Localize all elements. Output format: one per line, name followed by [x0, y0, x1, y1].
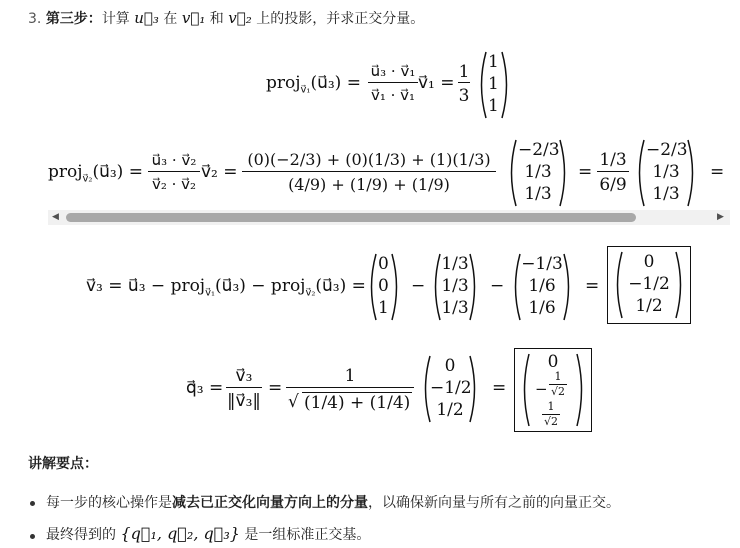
bullet-text: 最终得到的: [46, 527, 121, 543]
u3-symbol: u⃗₃: [134, 9, 159, 27]
step-text-in: 在: [158, 11, 182, 27]
result-entry: 0: [547, 352, 559, 372]
bullet-item-2: [46, 524, 370, 545]
equation-proj-v2: [46, 138, 740, 208]
v2-equals: v⃗₂ =: [201, 162, 238, 182]
equation-v3: [86, 250, 696, 324]
bullet-text: 每一步的核心操作是: [46, 495, 172, 511]
vector-entry: 1/3: [524, 162, 552, 182]
vector-entry: 0: [378, 276, 389, 296]
small-fraction-numerator: 1: [547, 400, 555, 413]
small-fraction-denominator: √2: [550, 385, 565, 398]
fraction-bar: [226, 387, 262, 388]
vector-entry: 1/6: [528, 276, 556, 296]
proj-arg: (u⃗₃) =: [92, 162, 143, 182]
step-title: 第三步：: [45, 11, 102, 27]
vector-entry: 1/3: [524, 184, 552, 204]
coef-bar: [597, 171, 629, 172]
coef-denominator: 3: [458, 86, 470, 106]
q3-lhs: q⃗₃ =: [186, 378, 224, 398]
coef-denominator: 6/9: [599, 175, 627, 195]
v1-equals: v⃗₁ =: [418, 73, 455, 93]
fraction-numerator: v⃗₃: [235, 366, 253, 386]
bullet-bold-text: 减去已正交化向量方向上的分量: [172, 495, 368, 511]
big-fraction-bar: [242, 171, 496, 172]
big-fraction-denominator: (4/9) + (1/9) + (1/9): [288, 175, 450, 194]
equation-proj-v1: [266, 50, 516, 120]
result-entry: 0: [643, 252, 655, 272]
scroll-left-arrow-icon[interactable]: ◀: [52, 212, 59, 222]
coef-numerator: 1: [458, 62, 470, 82]
minus-sign: −: [490, 276, 505, 296]
bullet-dot-icon: [30, 501, 35, 506]
sqrt-content: (1/4) + (1/4): [304, 393, 411, 413]
bullet-text: ，以确保新向量与所有之前的向量正交。: [368, 495, 620, 511]
vector-entry: 1: [378, 298, 389, 318]
vector-entry: 1/3: [652, 162, 680, 182]
result-entry: −1/2: [628, 274, 670, 294]
sqrt-sign-icon: √: [288, 392, 299, 412]
bullet-dot-icon: [30, 534, 35, 539]
vector-entry: 1/3: [441, 276, 469, 296]
result-box-q3: [514, 348, 592, 432]
coef-bar: [286, 387, 414, 388]
v1-symbol: v⃗₁: [181, 9, 206, 27]
bullet-text: 是一组标准正交基。: [239, 527, 371, 543]
v2-symbol: v⃗₂: [228, 9, 252, 27]
coef-numerator: 1: [344, 366, 356, 386]
proj-arg: (u⃗₃) =: [310, 73, 361, 93]
minus-sign: −: [411, 276, 426, 296]
section-heading-text: 讲解要点：: [28, 456, 98, 472]
step-text-and: 和: [205, 11, 229, 27]
proj-label: proj: [266, 73, 301, 93]
step-number: 3.: [28, 11, 42, 27]
coef-numerator: 1/3: [599, 150, 627, 170]
v3-lhs: v⃗₃ = u⃗₃ − proj: [86, 276, 206, 296]
fraction-numerator: u⃗₃ · v⃗₁: [370, 62, 416, 80]
proj-subscript: v⃗₂: [305, 287, 316, 299]
vector-entry: 1: [488, 52, 499, 72]
vector-entry: 0: [444, 356, 456, 376]
proj-subscript: v⃗₂: [82, 173, 93, 185]
big-fraction-numerator: (0)(−2/3) + (0)(1/3) + (1)(1/3): [247, 150, 491, 169]
fraction-bar: [368, 82, 418, 83]
vector-entry: −1/2: [430, 378, 472, 398]
small-fraction-numerator: 1: [554, 370, 562, 383]
coef-bar: [458, 82, 470, 83]
vector-entry: 0: [378, 254, 389, 274]
vector-entry: 1/6: [528, 298, 556, 318]
vector-entry: 1: [488, 96, 499, 116]
equals-sign: =: [492, 378, 507, 398]
section-heading: [28, 454, 98, 474]
vector-entry: −2/3: [646, 140, 688, 160]
fraction-bar: [148, 171, 200, 172]
vector-entry: 1/3: [652, 184, 680, 204]
proj-subscript: v⃗₁: [205, 287, 216, 299]
scroll-right-arrow-icon[interactable]: ▶: [717, 212, 724, 222]
equals-sign: =: [578, 162, 593, 182]
v3-arg: (u⃗₃) =: [315, 276, 366, 296]
vector-entry: 1: [488, 74, 499, 94]
step-heading: [28, 8, 424, 29]
vector-entry: 1/2: [436, 400, 464, 420]
result-box-v3: [607, 246, 691, 324]
vector-entry: −2/3: [518, 140, 560, 160]
horizontal-scrollbar[interactable]: [48, 210, 730, 225]
step-text: 计算: [101, 11, 135, 27]
vector-entry: 1/3: [441, 254, 469, 274]
fraction-denominator: v⃗₂ · v⃗₂: [151, 175, 197, 193]
vector-entry: 1/3: [441, 298, 469, 318]
orthonormal-set: {q⃗₁, q⃗₂, q⃗₃}: [120, 524, 240, 543]
proj-label: proj: [48, 162, 83, 182]
small-fraction-denominator: √2: [543, 415, 558, 428]
minus-sign: −: [535, 380, 548, 398]
equation-q3: [186, 346, 596, 432]
equals-sign-trailing: =: [710, 162, 725, 182]
fraction-denominator: ‖v⃗₃‖: [227, 391, 261, 411]
equals-sign: =: [268, 378, 283, 398]
result-entry: 1/2: [635, 296, 663, 316]
fraction-denominator: v⃗₁ · v⃗₁: [370, 86, 416, 104]
scrollbar-thumb[interactable]: [66, 213, 636, 222]
vector-entry: −1/3: [521, 254, 563, 274]
equals-sign: =: [585, 276, 600, 296]
v3-mid: (u⃗₃) − proj: [215, 276, 306, 296]
fraction-numerator: u⃗₃ · v⃗₂: [151, 151, 197, 169]
bullet-item-1: [46, 493, 620, 513]
step-text-suffix: 上的投影，并求正交分量。: [251, 11, 425, 27]
proj-subscript: v⃗₁: [300, 84, 311, 96]
